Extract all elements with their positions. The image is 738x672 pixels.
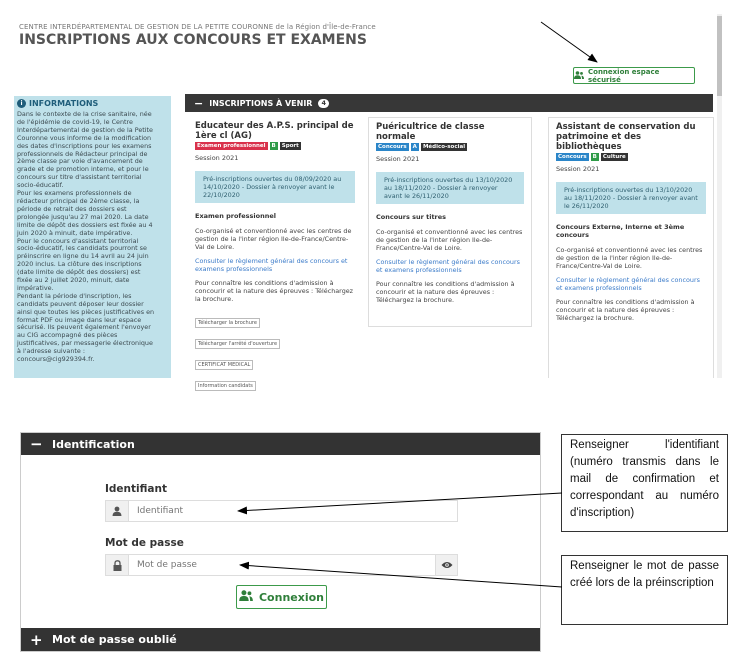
- session-label: Session 2021: [376, 155, 420, 163]
- registration-dates: Pré-inscriptions ouvertes du 13/10/2020 au 18/11/2020 - Dossier à renvoyer avant le 26/11/2020: [376, 172, 524, 204]
- collapse-icon: −: [194, 96, 204, 110]
- identification-title: Identification: [52, 437, 135, 451]
- exam-type-tag: Concours: [558, 154, 587, 160]
- medical-certificate-button[interactable]: CERTIFICAT MEDICAL: [195, 360, 253, 370]
- information-title: INFORMATIONS: [29, 99, 99, 108]
- login-button-label: Connexion: [258, 590, 324, 604]
- category-tag: B: [592, 154, 597, 160]
- exam-type-tag: Concours: [378, 144, 407, 150]
- identifier-callout: Renseigner l'identifiant (numéro transmis dans le mail de confirmation et correspondant au numéro d'inscription): [561, 434, 728, 532]
- exam-type: Concours Externe, Interne et 3ème concours: [556, 223, 685, 239]
- exam-card-title: Puéricultrice de classe normale: [376, 122, 485, 142]
- organization-text: Co-organisé et conventionné avec les centres de gestion de la l'inter région Ile-de-France/Centre-Val de Loire.: [556, 246, 703, 270]
- session-label: Session 2021: [556, 165, 600, 173]
- exam-card-title: Educateur des A.P.S. principal de 1ère cl (AG): [195, 121, 354, 141]
- conditions-text: Pour connaître les conditions d'admission à concourir et la nature des épreuves : Téléchargez la brochure.: [556, 298, 695, 322]
- plus-icon: +: [30, 630, 43, 649]
- info-icon: i: [17, 99, 26, 108]
- upcoming-count-badge: 4: [318, 99, 329, 108]
- domain-tag: Culture: [602, 154, 626, 160]
- category-tag: A: [412, 144, 417, 150]
- password-arrow: [240, 565, 562, 587]
- upcoming-registrations-label: INSCRIPTIONS À VENIR: [209, 98, 313, 108]
- password-callout: Renseigner le mot de passe créé lors de la préinscription: [561, 555, 728, 625]
- rules-link[interactable]: Consulter le règlement général des concours et examens professionnels: [376, 258, 520, 274]
- page-title: INSCRIPTIONS AUX CONCOURS ET EXAMENS: [19, 32, 367, 48]
- session-label: Session 2021: [195, 154, 239, 162]
- conditions-text: Pour connaître les conditions d'admission à concourir et la nature des épreuves : Téléchargez la brochure.: [376, 280, 515, 304]
- secure-login-arrow: [541, 22, 597, 62]
- registration-dates: Pré-inscriptions ouvertes du 08/09/2020 au 14/10/2020 - Dossier à renvoyer avant le 22/10/2020: [195, 171, 355, 203]
- download-brochure-button[interactable]: Télécharger la brochure: [195, 318, 260, 328]
- exam-type: Concours sur titres: [376, 213, 447, 221]
- information-text: Dans le contexte de la crise sanitaire, née de l'épidémie de covid-19, le Centre Interdépartemental de gestion de la Petite Couronne vous informe de la modification des dates d'inscriptions pour les examens professionnels de Rédacteur principal de 2ème classe par voie d'avancement de grade et de promotion interne, et pour le concours sur titre d'assistant territorial socio-éducatif. Pour les examens professionnels de rédacteur principal de 2ème classe, la période de retrait des dossiers est prolongée jusqu'au 27 mai 2020. La date limite de dépôt des dossiers est fixée au 4 juin 2020 à minuit, date impérative. Pour le concours d'assistant territorial socio-éducatif, les candidats pourront se préinscrire en ligne du 14 avril au 24 juin 2020 inclus. La clôture des inscriptions (date limite de dépôt des dossiers) est fixée au 2 juillet 2020, minuit, date impérative. Pendant la période d'inscription, les candidats peuvent déposer leur dossier ainsi que toutes les pièces justificatives en format PDF ou image dans leur espace sécurisé. Ils peuvent également l'envoyer au CIG accompagné des pièces justificatives, par messagerie électronique à l'adresse suivante : concours@cig929394.fr.: [17, 110, 155, 364]
- exam-card-title: Assistant de conservation du patrimoine et des bibliothèques: [556, 122, 696, 152]
- exam-type-tag: Examen professionnel: [197, 143, 266, 149]
- organization-name: CENTRE INTERDÉPARTEMENTAL DE GESTION DE LA PETITE COURONNE de la Région d'Île-de-France: [19, 23, 376, 31]
- rules-link[interactable]: Consulter le règlement général des concours et examens professionnels: [556, 276, 700, 292]
- rules-link[interactable]: Consulter le règlement général des concours et examens professionnels: [195, 257, 348, 273]
- identifier-arrow: [238, 493, 562, 511]
- candidate-info-button[interactable]: Information candidats: [195, 381, 256, 391]
- organization-text: Co-organisé et conventionné avec les centres de gestion de la l'inter région Ile-de-France/Centre-Val de Loire.: [376, 228, 523, 252]
- forgot-password-label: Mot de passe oublié: [52, 633, 177, 646]
- password-label: Mot de passe: [105, 537, 184, 549]
- exam-type: Examen professionnel: [195, 212, 276, 220]
- category-tag: B: [271, 143, 276, 149]
- registration-dates: Pré-inscriptions ouvertes du 13/10/2020 au 18/11/2020 - Dossier à renvoyer avant le 26/11/2020: [556, 182, 706, 214]
- conditions-text: Pour connaître les conditions d'admission à concourir et la nature des épreuves : Téléchargez la brochure.: [195, 279, 354, 303]
- download-order-button[interactable]: Télécharger l'arrêté d'ouverture: [195, 339, 280, 349]
- identifier-label: Identifiant: [105, 483, 168, 495]
- secure-login-label: Connexion espace sécurisé: [588, 67, 660, 84]
- domain-tag: Médico-social: [422, 144, 466, 150]
- organization-text: Co-organisé et conventionné avec les centres de gestion de la l'inter région Ile-de-France/Centre-Val de Loire.: [195, 227, 352, 251]
- minus-icon: −: [30, 435, 43, 453]
- domain-tag: Sport: [281, 143, 299, 149]
